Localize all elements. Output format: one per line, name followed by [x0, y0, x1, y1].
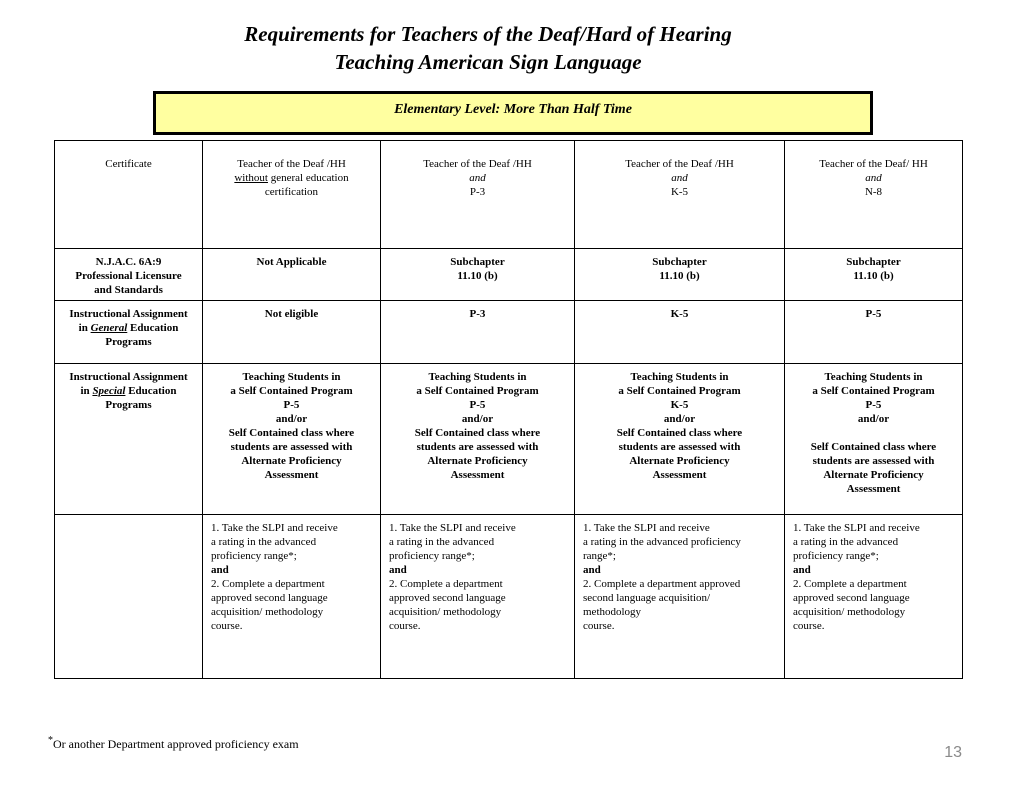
without-emphasis: without [234, 172, 268, 184]
general-col-4: P-5 [785, 301, 963, 364]
header-col-3: Teacher of the Deaf /HH and K-5 [575, 141, 785, 249]
table-row-general [55, 301, 963, 364]
njac-col-1: Not Applicable [203, 249, 381, 301]
header-certificate: Certificate [55, 141, 203, 249]
special-label: Instructional Assignment in Special Education Programs [55, 364, 203, 515]
njac-col-2: Subchapter 11.10 (b) [381, 249, 575, 301]
general-label: Instructional Assignment in General Education Programs [55, 301, 203, 364]
special-col-4: Teaching Students in a Self Contained Program P-5 and/or Self Contained class where students are assessed with Alternate Proficiency Assessment [785, 364, 963, 515]
njac-col-3: Subchapter 11.10 (b) [575, 249, 785, 301]
header-col-1: Teacher of the Deaf /HH without general education certification [203, 141, 381, 249]
requirements-col-3: 1. Take the SLPI and receive a rating in the advanced proficiency range*; and 2. Complete a department approved second language acquisition/ methodology course. [575, 515, 785, 679]
requirements-table [54, 140, 963, 679]
requirements-col-4: 1. Take the SLPI and receive a rating in the advanced proficiency range*; and 2. Complete a department approved second language acquisition/ methodology course. [785, 515, 963, 679]
level-banner: Elementary Level: More Than Half Time [153, 91, 873, 135]
page-number: 13 [944, 744, 962, 761]
special-col-3: Teaching Students in a Self Contained Program K-5 and/or Self Contained class where students are assessed with Alternate Proficiency Assessment [575, 364, 785, 515]
njac-label: N.J.A.C. 6A:9 Professional Licensure and Standards [55, 249, 203, 301]
title-line-2: Teaching American Sign Language [334, 50, 642, 74]
general-col-2: P-3 [381, 301, 575, 364]
requirements-label [55, 515, 203, 679]
general-col-1: Not eligible [203, 301, 381, 364]
header-col-4: Teacher of the Deaf/ HH and N-8 [785, 141, 963, 249]
footnote: *Or another Department approved proficiency exam [48, 735, 299, 751]
table-row-njac [55, 249, 963, 301]
header-col-2: Teacher of the Deaf /HH and P-3 [381, 141, 575, 249]
requirements-col-1: 1. Take the SLPI and receive a rating in the advanced proficiency range*; and 2. Complete a department approved second language acquisition/ methodology course. [203, 515, 381, 679]
table-row-requirements [55, 515, 963, 679]
title-line-1: Requirements for Teachers of the Deaf/Hard of Hearing [244, 22, 732, 46]
table-row-special [55, 364, 963, 515]
special-col-1: Teaching Students in a Self Contained Program P-5 and/or Self Contained class where students are assessed with Alternate Proficiency Assessment [203, 364, 381, 515]
general-col-3: K-5 [575, 301, 785, 364]
requirements-col-2: 1. Take the SLPI and receive a rating in the advanced proficiency range*; and 2. Complete a department approved second language acquisition/ methodology course. [381, 515, 575, 679]
special-col-2: Teaching Students in a Self Contained Program P-5 and/or Self Contained class where students are assessed with Alternate Proficiency Assessment [381, 364, 575, 515]
njac-col-4: Subchapter 11.10 (b) [785, 249, 963, 301]
table-header-row [55, 141, 963, 249]
